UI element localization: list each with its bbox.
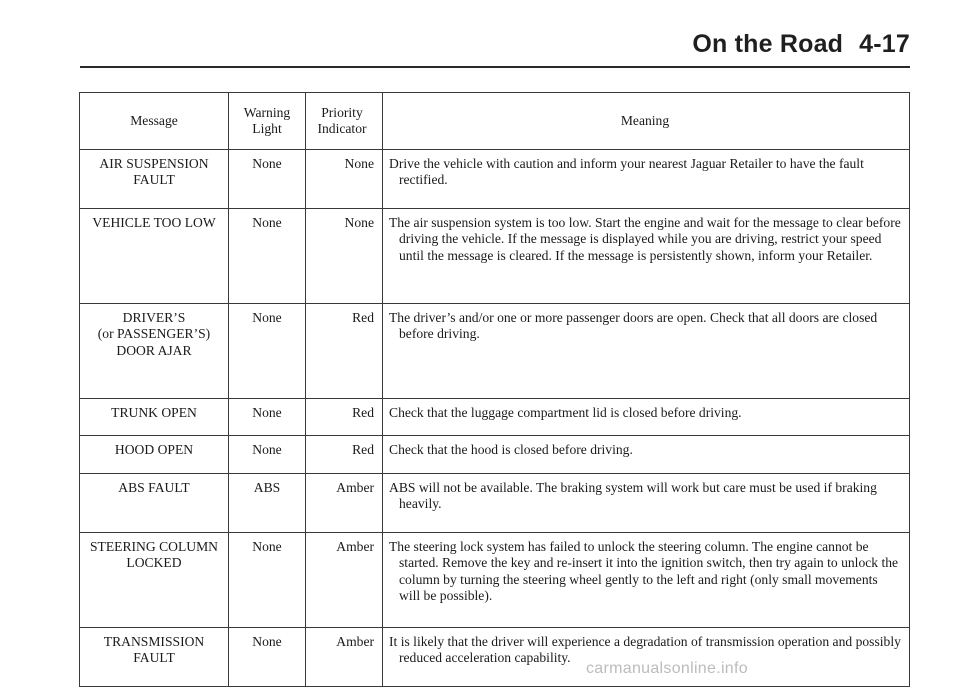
meaning-cell: Check that the hood is closed before driving. xyxy=(383,436,910,474)
warning-messages-table xyxy=(79,92,910,687)
warning-light-cell: None xyxy=(229,304,306,399)
table-row xyxy=(80,533,910,628)
message-cell: TRANSMISSION FAULT xyxy=(80,628,229,687)
priority-cell: None xyxy=(306,209,383,304)
priority-cell: None xyxy=(306,150,383,209)
table-row xyxy=(80,209,910,304)
table-header-row xyxy=(80,93,910,150)
meaning-cell: ABS will not be available. The braking system will work but care must be used if braking heavily. xyxy=(383,474,910,533)
page-number: 4-17 xyxy=(859,30,910,58)
message-cell: STEERING COLUMN LOCKED xyxy=(80,533,229,628)
warning-light-cell: None xyxy=(229,533,306,628)
priority-cell: Amber xyxy=(306,474,383,533)
message-cell: DRIVER’S (or PASSENGER’S) DOOR AJAR xyxy=(80,304,229,399)
watermark: carmanualsonline.info xyxy=(586,660,748,677)
column-header-message: Message xyxy=(80,93,229,150)
message-cell: HOOD OPEN xyxy=(80,436,229,474)
table-row xyxy=(80,628,910,687)
warning-light-cell: None xyxy=(229,399,306,436)
meaning-cell: Drive the vehicle with caution and inform your nearest Jaguar Retailer to have the fault rectified. xyxy=(383,150,910,209)
meaning-cell: It is likely that the driver will experience a degradation of transmission operation and possibly reduced acceleration capability. xyxy=(383,628,910,687)
column-header-priority-indicator: Priority Indicator xyxy=(306,93,383,150)
priority-cell: Amber xyxy=(306,533,383,628)
column-header-meaning: Meaning xyxy=(383,93,910,150)
message-cell: VEHICLE TOO LOW xyxy=(80,209,229,304)
meaning-cell: The driver’s and/or one or more passenger doors are open. Check that all doors are closed before driving. xyxy=(383,304,910,399)
meaning-cell: The air suspension system is too low. Start the engine and wait for the message to clear before driving the vehicle. If the message is displayed while you are driving, restrict your speed until the message is cleared. If the message is persistently shown, inform your Retailer. xyxy=(383,209,910,304)
table-row xyxy=(80,304,910,399)
priority-cell: Amber xyxy=(306,628,383,687)
priority-cell: Red xyxy=(306,436,383,474)
page-header xyxy=(692,30,910,59)
meaning-cell: Check that the luggage compartment lid is closed before driving. xyxy=(383,399,910,436)
warning-light-cell: None xyxy=(229,436,306,474)
section-title: On the Road xyxy=(692,30,844,58)
priority-cell: Red xyxy=(306,399,383,436)
table-row xyxy=(80,436,910,474)
table-row xyxy=(80,150,910,209)
column-header-warning-light: Warning Light xyxy=(229,93,306,150)
warning-light-cell: None xyxy=(229,209,306,304)
warning-light-cell: None xyxy=(229,628,306,687)
priority-cell: Red xyxy=(306,304,383,399)
header-rule xyxy=(80,66,910,68)
message-cell: TRUNK OPEN xyxy=(80,399,229,436)
warning-light-cell: None xyxy=(229,150,306,209)
meaning-cell: The steering lock system has failed to unlock the steering column. The engine cannot be started. Remove the key and re-insert it into the ignition switch, then try again to unlock the column by turning the steering wheel gently to the left and right (only small movements will be possible). xyxy=(383,533,910,628)
message-cell: ABS FAULT xyxy=(80,474,229,533)
table-row xyxy=(80,474,910,533)
message-cell: AIR SUSPENSION FAULT xyxy=(80,150,229,209)
warning-light-cell: ABS xyxy=(229,474,306,533)
table-row xyxy=(80,399,910,436)
